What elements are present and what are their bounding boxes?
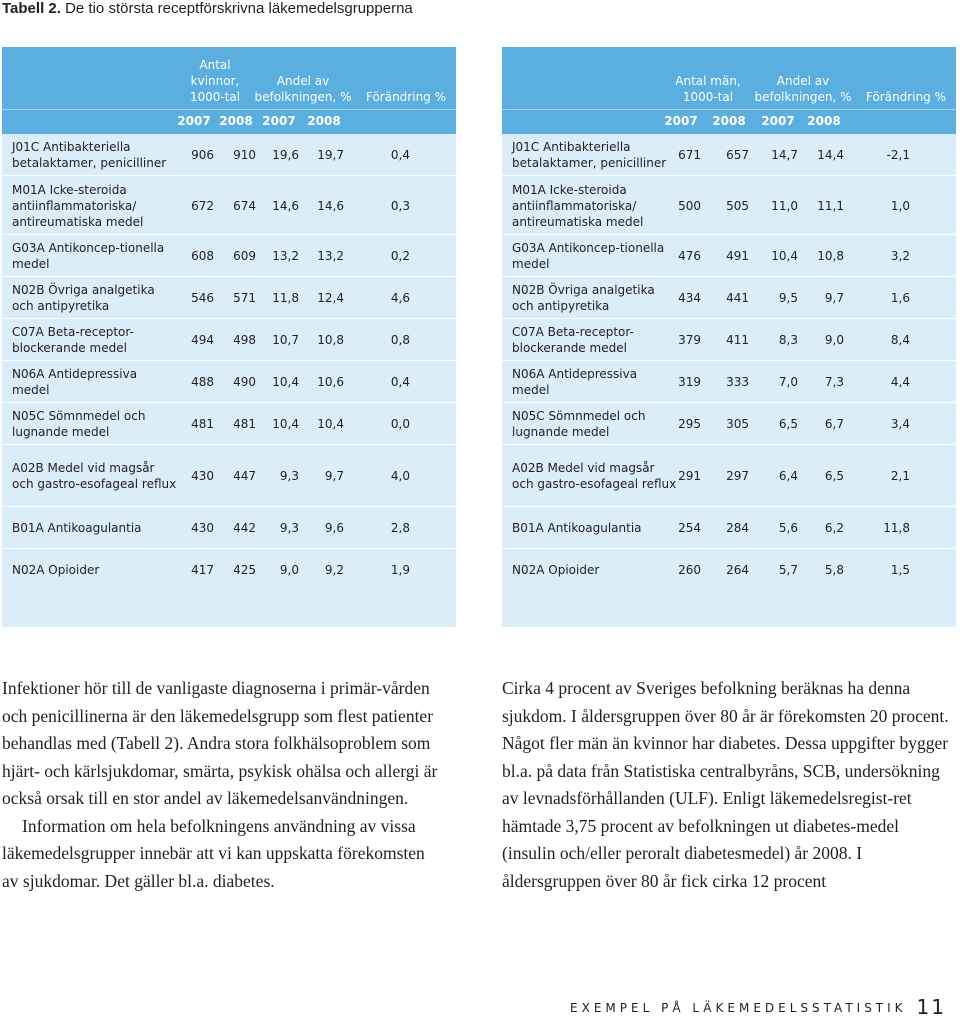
- change-cell: 11,8: [883, 521, 910, 535]
- count-2007-cell: 671: [678, 147, 701, 162]
- header-change: [358, 89, 454, 105]
- header-count-line3: 1000-tal: [189, 90, 241, 104]
- header-count: [170, 57, 260, 105]
- page-footer: [570, 993, 946, 1017]
- change-cell: 1,9: [390, 563, 410, 577]
- share-2007-cell: 9,3: [279, 469, 299, 483]
- table-header: [2, 47, 456, 134]
- count-2008-cell: 264: [726, 563, 749, 577]
- count-2008-cell: 284: [726, 521, 749, 535]
- row-label: N05C Sömnmedel och lugnande medel: [12, 409, 146, 439]
- change-cell: -2,1: [886, 147, 910, 162]
- table-row: [2, 234, 456, 277]
- count-2007-cell: 291: [678, 469, 701, 483]
- count-2008-cell: 490: [233, 375, 256, 389]
- change-cell: 8,4: [890, 333, 910, 347]
- share-2008-cell: 6,5: [824, 469, 844, 483]
- count-2007-cell: 430: [191, 469, 214, 483]
- header-count-line1: Antal män,: [675, 74, 741, 88]
- change-cell: 0,2: [390, 249, 410, 263]
- share-2008-cell: 9,7: [324, 469, 344, 483]
- row-label: N02A Opioider: [512, 563, 600, 577]
- row-label: M01A Icke-steroida antiinflammatoriska/ antireumatiska medel: [512, 182, 644, 229]
- table-row: [2, 134, 456, 175]
- footer-text: EXEMPEL PÅ LÄKEMEDELSSTATISTIK: [570, 1001, 907, 1015]
- count-2008-cell: 442: [233, 521, 256, 535]
- change-cell: 0,0: [390, 417, 410, 431]
- change-cell: 2,8: [390, 521, 410, 535]
- share-2007-cell: 6,4: [778, 469, 798, 483]
- table-row: [502, 276, 956, 319]
- row-label: J01C Antibakteriella betalaktamer, penicilliner: [12, 139, 167, 170]
- share-2007-cell: 9,0: [279, 563, 299, 577]
- share-2007-cell: 7,0: [778, 375, 798, 389]
- header-share-line2: befolkningen, %: [754, 90, 852, 104]
- count-2007-cell: 254: [678, 521, 701, 535]
- count-2007-cell: 672: [191, 198, 214, 213]
- table-row: [502, 360, 956, 403]
- table-title: [2, 0, 413, 17]
- count-2007-cell: 500: [678, 198, 701, 213]
- share-2007-cell: 10,4: [272, 375, 299, 389]
- change-cell: 0,4: [390, 375, 410, 389]
- count-2008-cell: 333: [726, 375, 749, 389]
- table-header: [502, 47, 956, 134]
- count-2007-cell: 430: [191, 521, 214, 535]
- header-divider: [2, 109, 456, 110]
- count-2008-cell: 425: [233, 563, 256, 577]
- share-2008-cell: 10,8: [817, 249, 844, 263]
- share-2008-cell: 14,4: [817, 147, 844, 162]
- count-2008-cell: 481: [233, 417, 256, 431]
- year-2008-count: 2008: [712, 114, 746, 128]
- share-2007-cell: 11,0: [771, 198, 798, 213]
- header-share: [748, 73, 858, 105]
- row-label: B01A Antikoagulantia: [12, 521, 142, 535]
- body-text-left: [2, 675, 442, 895]
- count-2007-cell: 417: [191, 563, 214, 577]
- share-2008-cell: 10,4: [317, 417, 344, 431]
- table-body: [2, 134, 456, 627]
- share-2008-cell: 7,3: [824, 375, 844, 389]
- share-2008-cell: 10,8: [317, 333, 344, 347]
- change-cell: 1,6: [890, 291, 910, 305]
- share-2007-cell: 14,7: [771, 147, 798, 162]
- table-row: [2, 506, 456, 549]
- row-label: A02B Medel vid magsår och gastro-esofageal reflux: [512, 461, 677, 491]
- table-row: [502, 134, 956, 175]
- share-2008-cell: 6,7: [824, 417, 844, 431]
- share-2007-cell: 10,7: [272, 333, 299, 347]
- count-2007-cell: 546: [191, 291, 214, 305]
- share-2007-cell: 8,3: [778, 333, 798, 347]
- change-cell: 3,2: [890, 249, 910, 263]
- header-count-line2: 1000-tal: [682, 90, 734, 104]
- row-label: N06A Antidepressiva medel: [512, 367, 638, 397]
- paragraph: Cirka 4 procent av Sveriges befolkning beräknas ha denna sjukdom. I åldersgruppen över 80 år är förekomsten 20 procent. Något fler män än kvinnor har diabetes. Dessa uppgifter bygger bl.a. på data från Statistiska centralbyråns, SCB, undersökning av levnadsförhållanden (ULF). Enligt läkemedelsregist-ret hämtade 3,75 procent av befolkningen ut diabetes-medel (insulin och/eller peroralt diabetesmedel) år 2008. I åldersgruppen över 80 år fick cirka 12 procent: [502, 678, 949, 891]
- share-2008-cell: 14,6: [317, 198, 344, 213]
- count-2007-cell: 434: [678, 291, 701, 305]
- change-cell: 2,1: [890, 469, 910, 483]
- header-divider: [502, 109, 956, 110]
- year-2007-share: 2007: [262, 114, 296, 128]
- row-label: N06A Antidepressiva medel: [12, 367, 138, 397]
- table-row: [502, 548, 956, 591]
- row-label: N02B Övriga analgetika och antipyretika: [12, 283, 155, 313]
- change-cell: 4,0: [390, 469, 410, 483]
- share-2007-cell: 11,8: [272, 291, 299, 305]
- row-label: N02A Opioider: [12, 563, 100, 577]
- table-title-label: Tabell 2.: [2, 0, 61, 17]
- count-2008-cell: 609: [233, 249, 256, 263]
- year-2008-share: 2008: [307, 114, 341, 128]
- change-cell: 1,5: [890, 563, 910, 577]
- table-row: [2, 175, 456, 235]
- count-2008-cell: 441: [726, 291, 749, 305]
- change-cell: 0,4: [390, 147, 410, 162]
- paragraph: Infektioner hör till de vanligaste diagnoserna i primär-vården och penicillinerna är den läkemedelsgrupp som flest patienter behandlas med (Tabell 2). Andra stora folkhälsoproblem som hjärt- och kärlsjukdomar, smärta, psykisk ohälsa och allergi är också orsak till en stor andel av läkemedelsanvändningen.: [2, 678, 438, 808]
- share-2008-cell: 12,4: [317, 291, 344, 305]
- table-row: [502, 175, 956, 235]
- count-2007-cell: 906: [191, 147, 214, 162]
- count-2007-cell: 481: [191, 417, 214, 431]
- table-row: [2, 276, 456, 319]
- share-2008-cell: 6,2: [824, 521, 844, 535]
- table-row: [502, 444, 956, 507]
- count-2008-cell: 498: [233, 333, 256, 347]
- share-2008-cell: 10,6: [317, 375, 344, 389]
- count-2008-cell: 411: [726, 333, 749, 347]
- header-change-label: Förändring %: [865, 90, 947, 104]
- row-label: C07A Beta-receptor-blockerande medel: [12, 325, 134, 355]
- header-share-line1: Andel av: [776, 74, 830, 88]
- share-2007-cell: 9,5: [778, 291, 798, 305]
- table-row: [2, 402, 456, 445]
- count-2008-cell: 657: [726, 147, 749, 162]
- table-row: [2, 318, 456, 361]
- table-row: [2, 548, 456, 591]
- count-2007-cell: 319: [678, 375, 701, 389]
- count-2007-cell: 608: [191, 249, 214, 263]
- row-label: G03A Antikoncep-tionella medel: [12, 241, 165, 271]
- row-label: J01C Antibakteriella betalaktamer, penicilliner: [512, 139, 667, 170]
- table-row: [502, 402, 956, 445]
- count-2007-cell: 494: [191, 333, 214, 347]
- year-2008-share: 2008: [807, 114, 841, 128]
- table-women: [2, 47, 456, 627]
- header-count-line2: kvinnor,: [190, 74, 240, 88]
- change-cell: 3,4: [890, 417, 910, 431]
- row-label: G03A Antikoncep-tionella medel: [512, 241, 665, 271]
- table-row: [502, 234, 956, 277]
- share-2007-cell: 10,4: [771, 249, 798, 263]
- share-2007-cell: 5,7: [778, 563, 798, 577]
- share-2007-cell: 14,6: [272, 198, 299, 213]
- change-cell: 0,8: [390, 333, 410, 347]
- count-2007-cell: 260: [678, 563, 701, 577]
- count-2008-cell: 505: [726, 198, 749, 213]
- share-2007-cell: 6,5: [778, 417, 798, 431]
- share-2008-cell: 9,2: [324, 563, 344, 577]
- count-2007-cell: 488: [191, 375, 214, 389]
- header-share-line1: Andel av: [276, 74, 330, 88]
- change-cell: 0,3: [390, 198, 410, 213]
- table-body: [502, 134, 956, 627]
- header-change-label: Förändring %: [365, 90, 447, 104]
- header-share-line2: befolkningen, %: [254, 90, 352, 104]
- count-2008-cell: 571: [233, 291, 256, 305]
- change-cell: 4,4: [890, 375, 910, 389]
- year-2007-count: 2007: [664, 114, 698, 128]
- count-2008-cell: 447: [233, 469, 256, 483]
- page-number: 11: [916, 995, 946, 1019]
- share-2007-cell: 9,3: [279, 521, 299, 535]
- share-2007-cell: 19,6: [272, 147, 299, 162]
- count-2007-cell: 379: [678, 333, 701, 347]
- table-row: [2, 360, 456, 403]
- body-text-right: [502, 675, 952, 895]
- share-2008-cell: 9,7: [824, 291, 844, 305]
- count-2008-cell: 297: [726, 469, 749, 483]
- table-men: [502, 47, 956, 627]
- row-label: M01A Icke-steroida antiinflammatoriska/ antireumatiska medel: [12, 182, 144, 229]
- count-2008-cell: 491: [726, 249, 749, 263]
- share-2008-cell: 11,1: [817, 198, 844, 213]
- share-2007-cell: 5,6: [778, 521, 798, 535]
- count-2008-cell: 674: [233, 198, 256, 213]
- table-row: [502, 506, 956, 549]
- share-2007-cell: 10,4: [272, 417, 299, 431]
- count-2007-cell: 476: [678, 249, 701, 263]
- row-label: B01A Antikoagulantia: [512, 521, 642, 535]
- change-cell: 4,6: [390, 291, 410, 305]
- share-2007-cell: 13,2: [272, 249, 299, 263]
- share-2008-cell: 9,0: [824, 333, 844, 347]
- share-2008-cell: 9,6: [324, 521, 344, 535]
- count-2008-cell: 910: [233, 147, 256, 162]
- header-share: [248, 73, 358, 105]
- year-2008-count: 2008: [219, 114, 253, 128]
- header-count: [668, 73, 748, 105]
- table-row: [2, 444, 456, 507]
- paragraph: Information om hela befolkningens användning av vissa läkemedelsgrupper innebär att vi kan uppskatta förekomsten av sjukdomar. Det gäller bl.a. diabetes.: [2, 815, 425, 891]
- row-label: A02B Medel vid magsår och gastro-esofageal reflux: [12, 461, 177, 491]
- count-2007-cell: 295: [678, 417, 701, 431]
- year-2007-count: 2007: [177, 114, 211, 128]
- count-2008-cell: 305: [726, 417, 749, 431]
- row-label: N05C Sömnmedel och lugnande medel: [512, 409, 646, 439]
- share-2008-cell: 13,2: [317, 249, 344, 263]
- table-title-text: De tio största receptförskrivna läkemedelsgrupperna: [65, 0, 413, 17]
- row-label: C07A Beta-receptor-blockerande medel: [512, 325, 634, 355]
- share-2008-cell: 5,8: [824, 563, 844, 577]
- table-row: [502, 318, 956, 361]
- change-cell: 1,0: [890, 198, 910, 213]
- header-count-line1: Antal: [199, 58, 231, 72]
- row-label: N02B Övriga analgetika och antipyretika: [512, 283, 655, 313]
- header-change: [858, 89, 954, 105]
- year-2007-share: 2007: [761, 114, 795, 128]
- share-2008-cell: 19,7: [317, 147, 344, 162]
